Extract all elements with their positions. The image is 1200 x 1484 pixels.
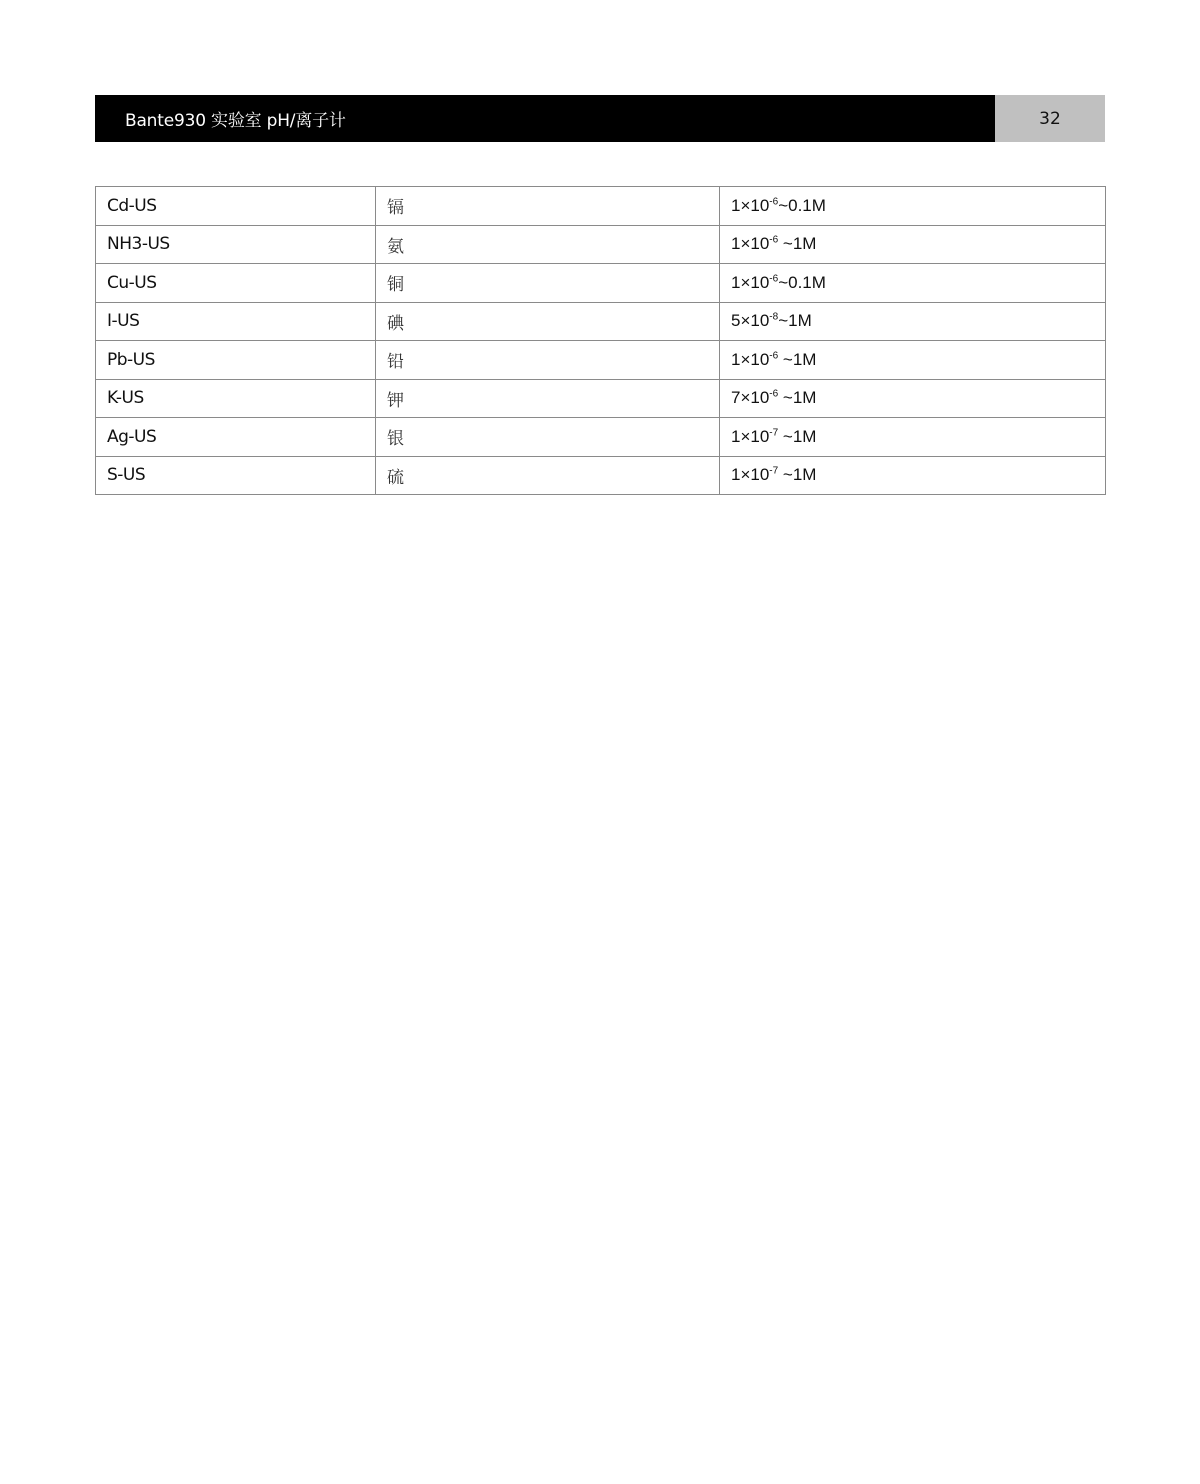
range-cell: [720, 456, 1106, 495]
element-cell: 钾: [376, 379, 720, 418]
range-exponent: -6: [769, 388, 779, 400]
table-row: [96, 264, 1106, 303]
range-tail: ~0.1M: [778, 195, 826, 215]
element-cell: 氨: [376, 225, 720, 264]
range-cell: [720, 418, 1106, 457]
range-base: 1×10: [731, 426, 770, 446]
header-title: Bante930 实验室 pH/离子计: [95, 95, 995, 142]
range-exponent: -8: [769, 311, 779, 323]
range-exponent: -6: [769, 234, 779, 246]
range-tail: ~1M: [778, 234, 817, 254]
model-cell: Cd-US: [96, 187, 376, 226]
range-tail: ~1M: [778, 465, 817, 485]
range-base: 5×10: [731, 311, 770, 331]
model-cell: S-US: [96, 456, 376, 495]
page-header: [95, 95, 1105, 142]
element-cell: 碘: [376, 302, 720, 341]
model-cell: Pb-US: [96, 341, 376, 380]
range-base: 7×10: [731, 388, 770, 408]
table-row: [96, 379, 1106, 418]
table-row: [96, 225, 1106, 264]
range-base: 1×10: [731, 272, 770, 292]
range-cell: [720, 225, 1106, 264]
range-exponent: -7: [769, 465, 779, 477]
range-cell: [720, 341, 1106, 380]
range-tail: ~1M: [778, 349, 817, 369]
range-tail: ~1M: [778, 311, 812, 331]
element-cell: 镉: [376, 187, 720, 226]
table-row: [96, 187, 1106, 226]
table-row: [96, 456, 1106, 495]
element-cell: 硫: [376, 456, 720, 495]
range-tail: ~1M: [778, 426, 817, 446]
range-tail: ~1M: [778, 388, 817, 408]
element-cell: 铜: [376, 264, 720, 303]
range-exponent: -6: [769, 350, 779, 362]
range-base: 1×10: [731, 349, 770, 369]
table-row: [96, 418, 1106, 457]
range-exponent: -6: [769, 273, 779, 285]
page-number: 32: [995, 95, 1105, 142]
range-cell: [720, 187, 1106, 226]
range-base: 1×10: [731, 195, 770, 215]
range-cell: [720, 379, 1106, 418]
element-cell: 铅: [376, 341, 720, 380]
electrode-range-table: [95, 186, 1106, 495]
model-cell: K-US: [96, 379, 376, 418]
range-exponent: -6: [769, 196, 779, 208]
model-cell: Cu-US: [96, 264, 376, 303]
model-cell: NH3-US: [96, 225, 376, 264]
model-cell: Ag-US: [96, 418, 376, 457]
range-base: 1×10: [731, 465, 770, 485]
range-base: 1×10: [731, 234, 770, 254]
table-row: [96, 302, 1106, 341]
range-cell: [720, 302, 1106, 341]
range-exponent: -7: [769, 427, 779, 439]
range-cell: [720, 264, 1106, 303]
model-cell: I-US: [96, 302, 376, 341]
range-tail: ~0.1M: [778, 272, 826, 292]
table-row: [96, 341, 1106, 380]
element-cell: 银: [376, 418, 720, 457]
